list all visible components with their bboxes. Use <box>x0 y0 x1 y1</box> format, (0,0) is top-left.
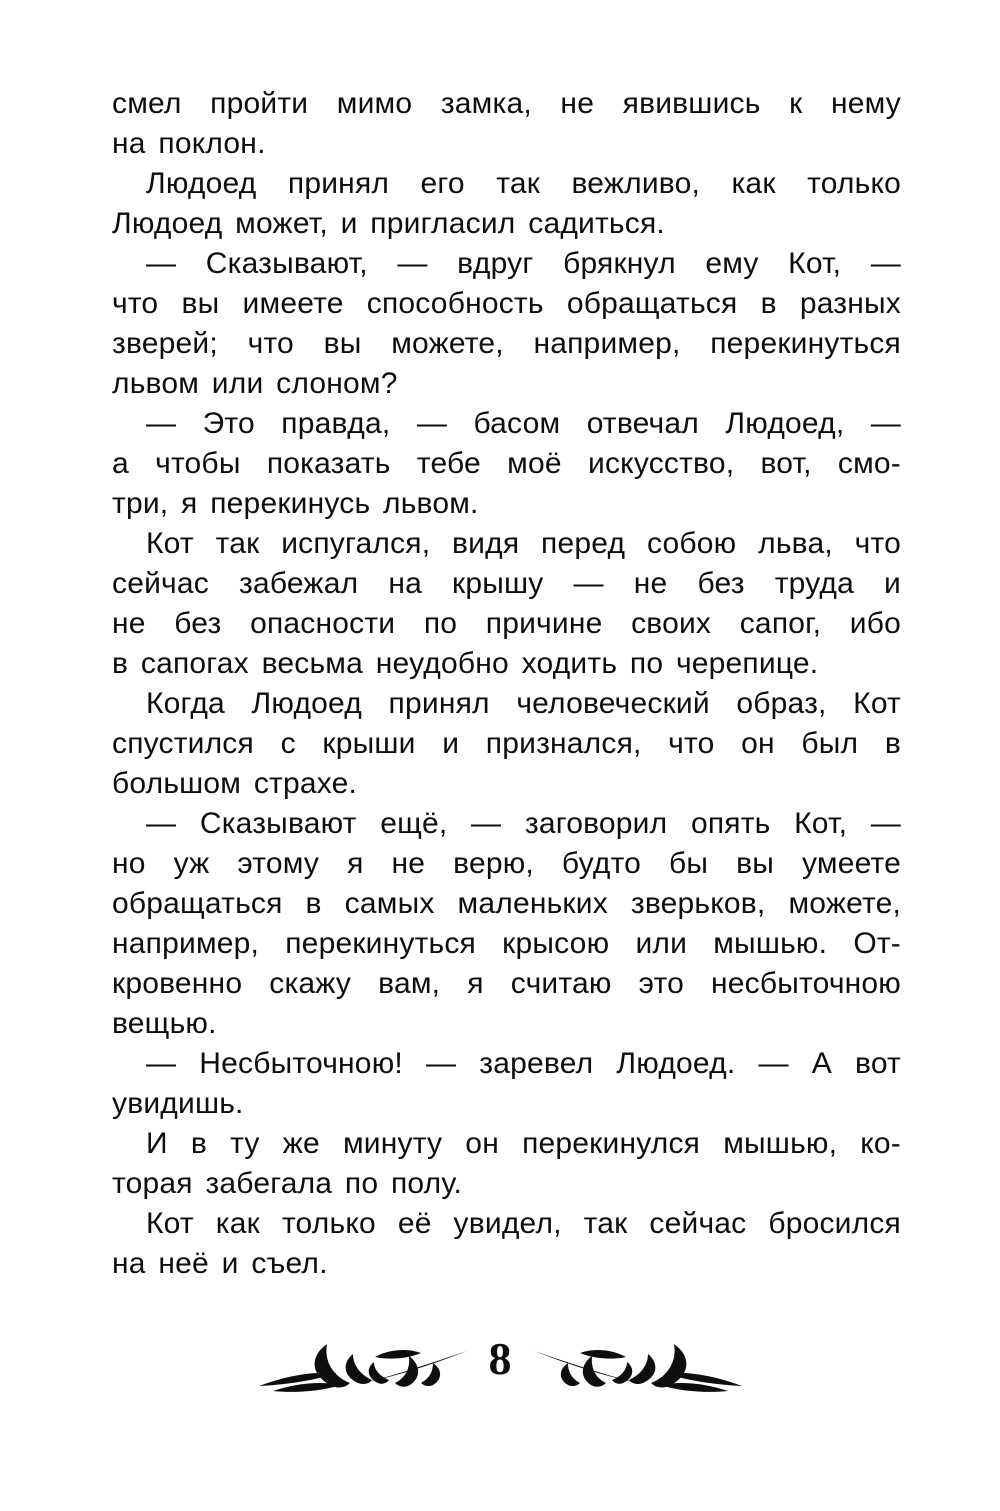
text-line: — Несбыточною! — заревел Людоед. — А вот <box>146 1047 901 1080</box>
text-line: на неё и съел. <box>112 1247 328 1280</box>
text-line: — Сказывают ещё, — заговорил опять Кот, — <box>146 807 901 840</box>
paragraph <box>112 404 901 524</box>
text-line: смел пройти мимо замка, не явившись к нему <box>112 87 901 120</box>
paragraph <box>112 164 901 244</box>
text-line: Кот так испугался, видя перед собою льва, что <box>146 527 901 560</box>
text-line: — Сказывают, — вдруг брякнул ему Кот, — <box>146 247 901 280</box>
wave-flourish-right-icon <box>532 1336 744 1394</box>
text-line: увидишь. <box>112 1087 244 1120</box>
paragraph <box>112 244 901 404</box>
paragraph <box>112 1044 901 1124</box>
page-number: 8 <box>488 1333 512 1384</box>
text-line: обращаться в самых маленьких зверьков, можете, <box>112 887 901 920</box>
text-line: не без опасности по причине своих сапог, ибо <box>112 607 901 640</box>
text-line: вещью. <box>112 1007 217 1040</box>
paragraph <box>112 1204 901 1284</box>
paragraph <box>112 524 901 684</box>
text-line: на поклон. <box>112 127 266 160</box>
text-line: что вы имеете способность обращаться в разных <box>112 287 901 320</box>
paragraph <box>112 804 901 1044</box>
text-line: спустился с крыши и признался, что он был в <box>112 727 901 760</box>
text-line: Кот как только её увидел, так сейчас бросился <box>146 1207 901 1240</box>
text-line: кровенно скажу вам, я считаю это несбыточною <box>112 967 901 1000</box>
text-line: но уж этому я не верю, будто бы вы умеете <box>112 847 901 880</box>
text-line: торая забегала по полу. <box>112 1167 463 1200</box>
text-line: большом страхе. <box>112 767 358 800</box>
text-line: И в ту же минуту он перекинулся мышью, ко- <box>146 1127 901 1160</box>
text-line: три, я перекинусь львом. <box>112 487 479 520</box>
wave-flourish-left-icon <box>257 1336 469 1394</box>
text-line: в сапогах весьма неудобно ходить по черепице. <box>112 647 819 680</box>
text-line: львом или слоном? <box>112 367 398 400</box>
text-line: сейчас забежал на крышу — не без труда и <box>112 567 901 600</box>
paragraph <box>112 84 901 164</box>
paragraph <box>112 1124 901 1204</box>
text-line: например, перекинуться крысою или мышью. От- <box>112 927 901 960</box>
text-line: зверей; что вы можете, например, перекинуться <box>112 327 901 360</box>
paragraph <box>112 684 901 804</box>
text-line: Людоед может, и пригласил садиться. <box>112 207 665 240</box>
page-footer <box>0 1333 1000 1394</box>
text-body <box>112 84 901 1284</box>
text-line: а чтобы показать тебе моё искусство, вот, смо- <box>112 447 901 480</box>
text-line: Когда Людоед принял человеческий образ, Кот <box>146 687 901 720</box>
text-line: — Это правда, — басом отвечал Людоед, — <box>146 407 901 440</box>
text-line: Людоед принял его так вежливо, как только <box>146 167 901 200</box>
